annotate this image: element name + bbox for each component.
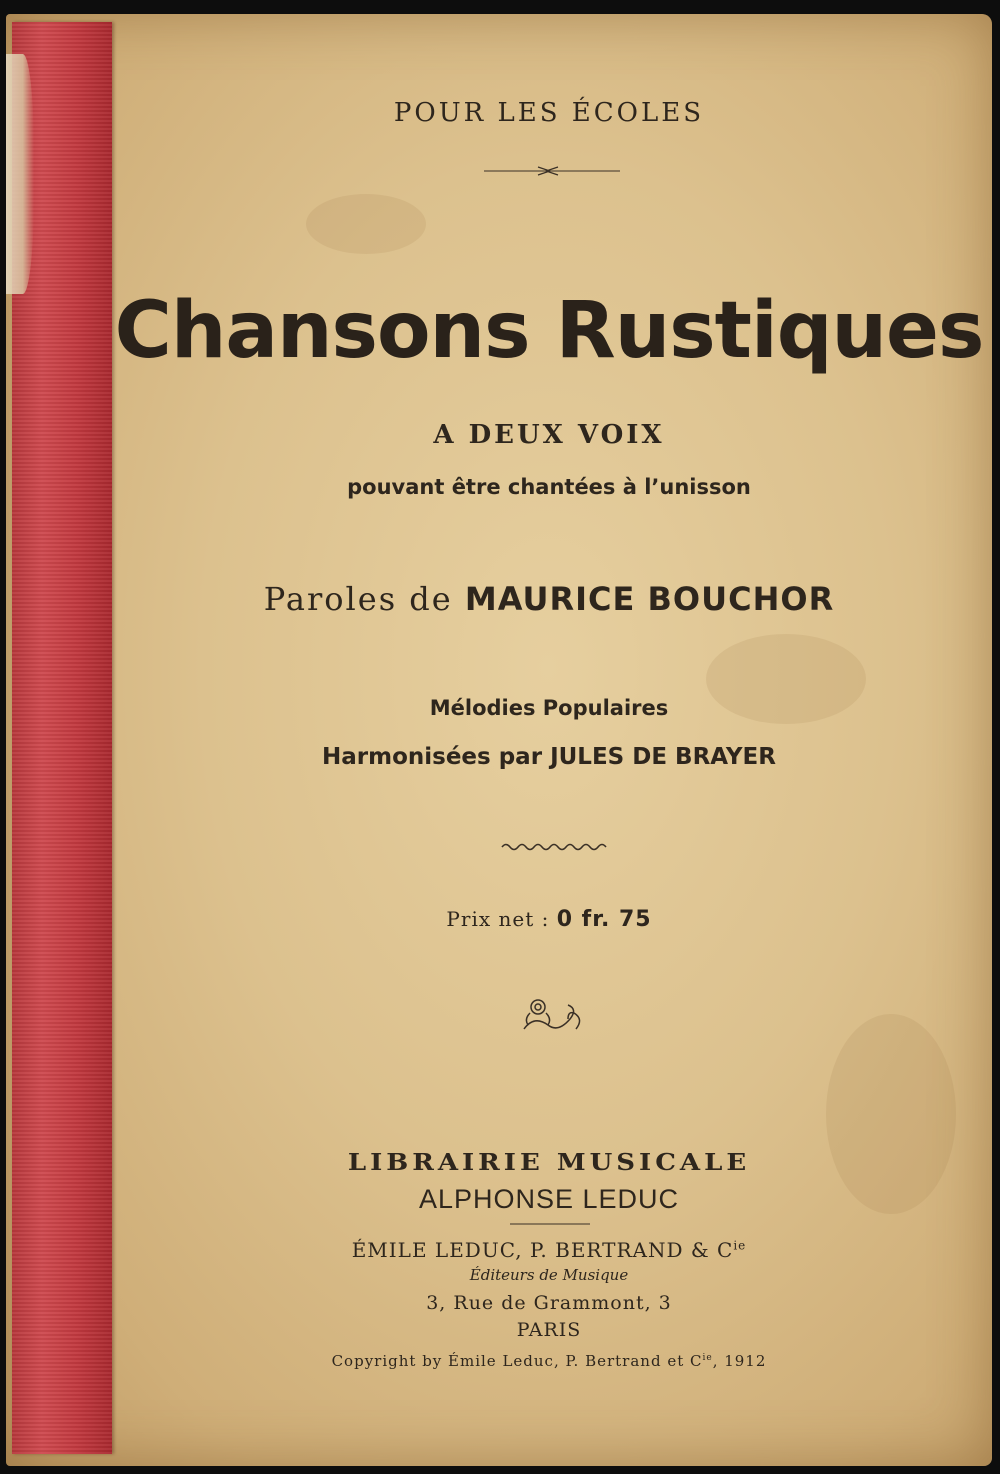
harmonized-prefix: Harmonisées par [322, 744, 543, 770]
publisher-address: 3, Rue de Grammont, 3 [426, 1292, 672, 1314]
publisher-name: ALPHONSE LEDUC [418, 1184, 680, 1214]
lyricist-name: MAURICE BOUCHOR [464, 580, 835, 618]
editors-role: Éditeurs de Musique [469, 1266, 629, 1284]
arrow-rule-ornament [106, 164, 992, 178]
arranger-name: JULES DE BRAYER [550, 744, 776, 770]
subtitle-unison: pouvant être chantées à l’unisson [347, 475, 751, 499]
copyright-year: , 1912 [712, 1352, 767, 1370]
price-label: Prix net : [446, 907, 550, 931]
editors-main: ÉMILE LEDUC, P. BERTRAND & C [351, 1238, 734, 1262]
copyright-line [106, 1352, 992, 1370]
lyrics-prefix: Paroles de [263, 580, 453, 618]
short-rule [106, 1222, 992, 1226]
frayed-spine-edge [6, 54, 34, 294]
copyright-sup: ie [702, 1353, 713, 1363]
arranger-line [106, 744, 992, 770]
price-line [106, 907, 992, 932]
cover-content [106, 14, 992, 1466]
librairie-musicale: LIBRAIRIE MUSICALE [347, 1149, 751, 1177]
publisher-city: PARIS [516, 1319, 582, 1341]
melodies-line: Mélodies Populaires [429, 696, 669, 720]
book-cover [6, 14, 992, 1466]
editors-line [106, 1238, 992, 1262]
editors-sup: ie [733, 1238, 747, 1253]
copyright-main: Copyright by Émile Leduc, P. Bertrand et C [331, 1352, 703, 1370]
wavy-rule-ornament [106, 840, 992, 854]
price-value: 0 fr. 75 [556, 907, 652, 932]
lyricist-line [106, 580, 992, 618]
book-title: Chansons Rustiques [114, 286, 984, 376]
top-label: POUR LES ÉCOLES [393, 98, 705, 128]
subtitle-voices: A DEUX VOIX [433, 420, 665, 450]
floral-fleuron-icon [106, 989, 992, 1039]
